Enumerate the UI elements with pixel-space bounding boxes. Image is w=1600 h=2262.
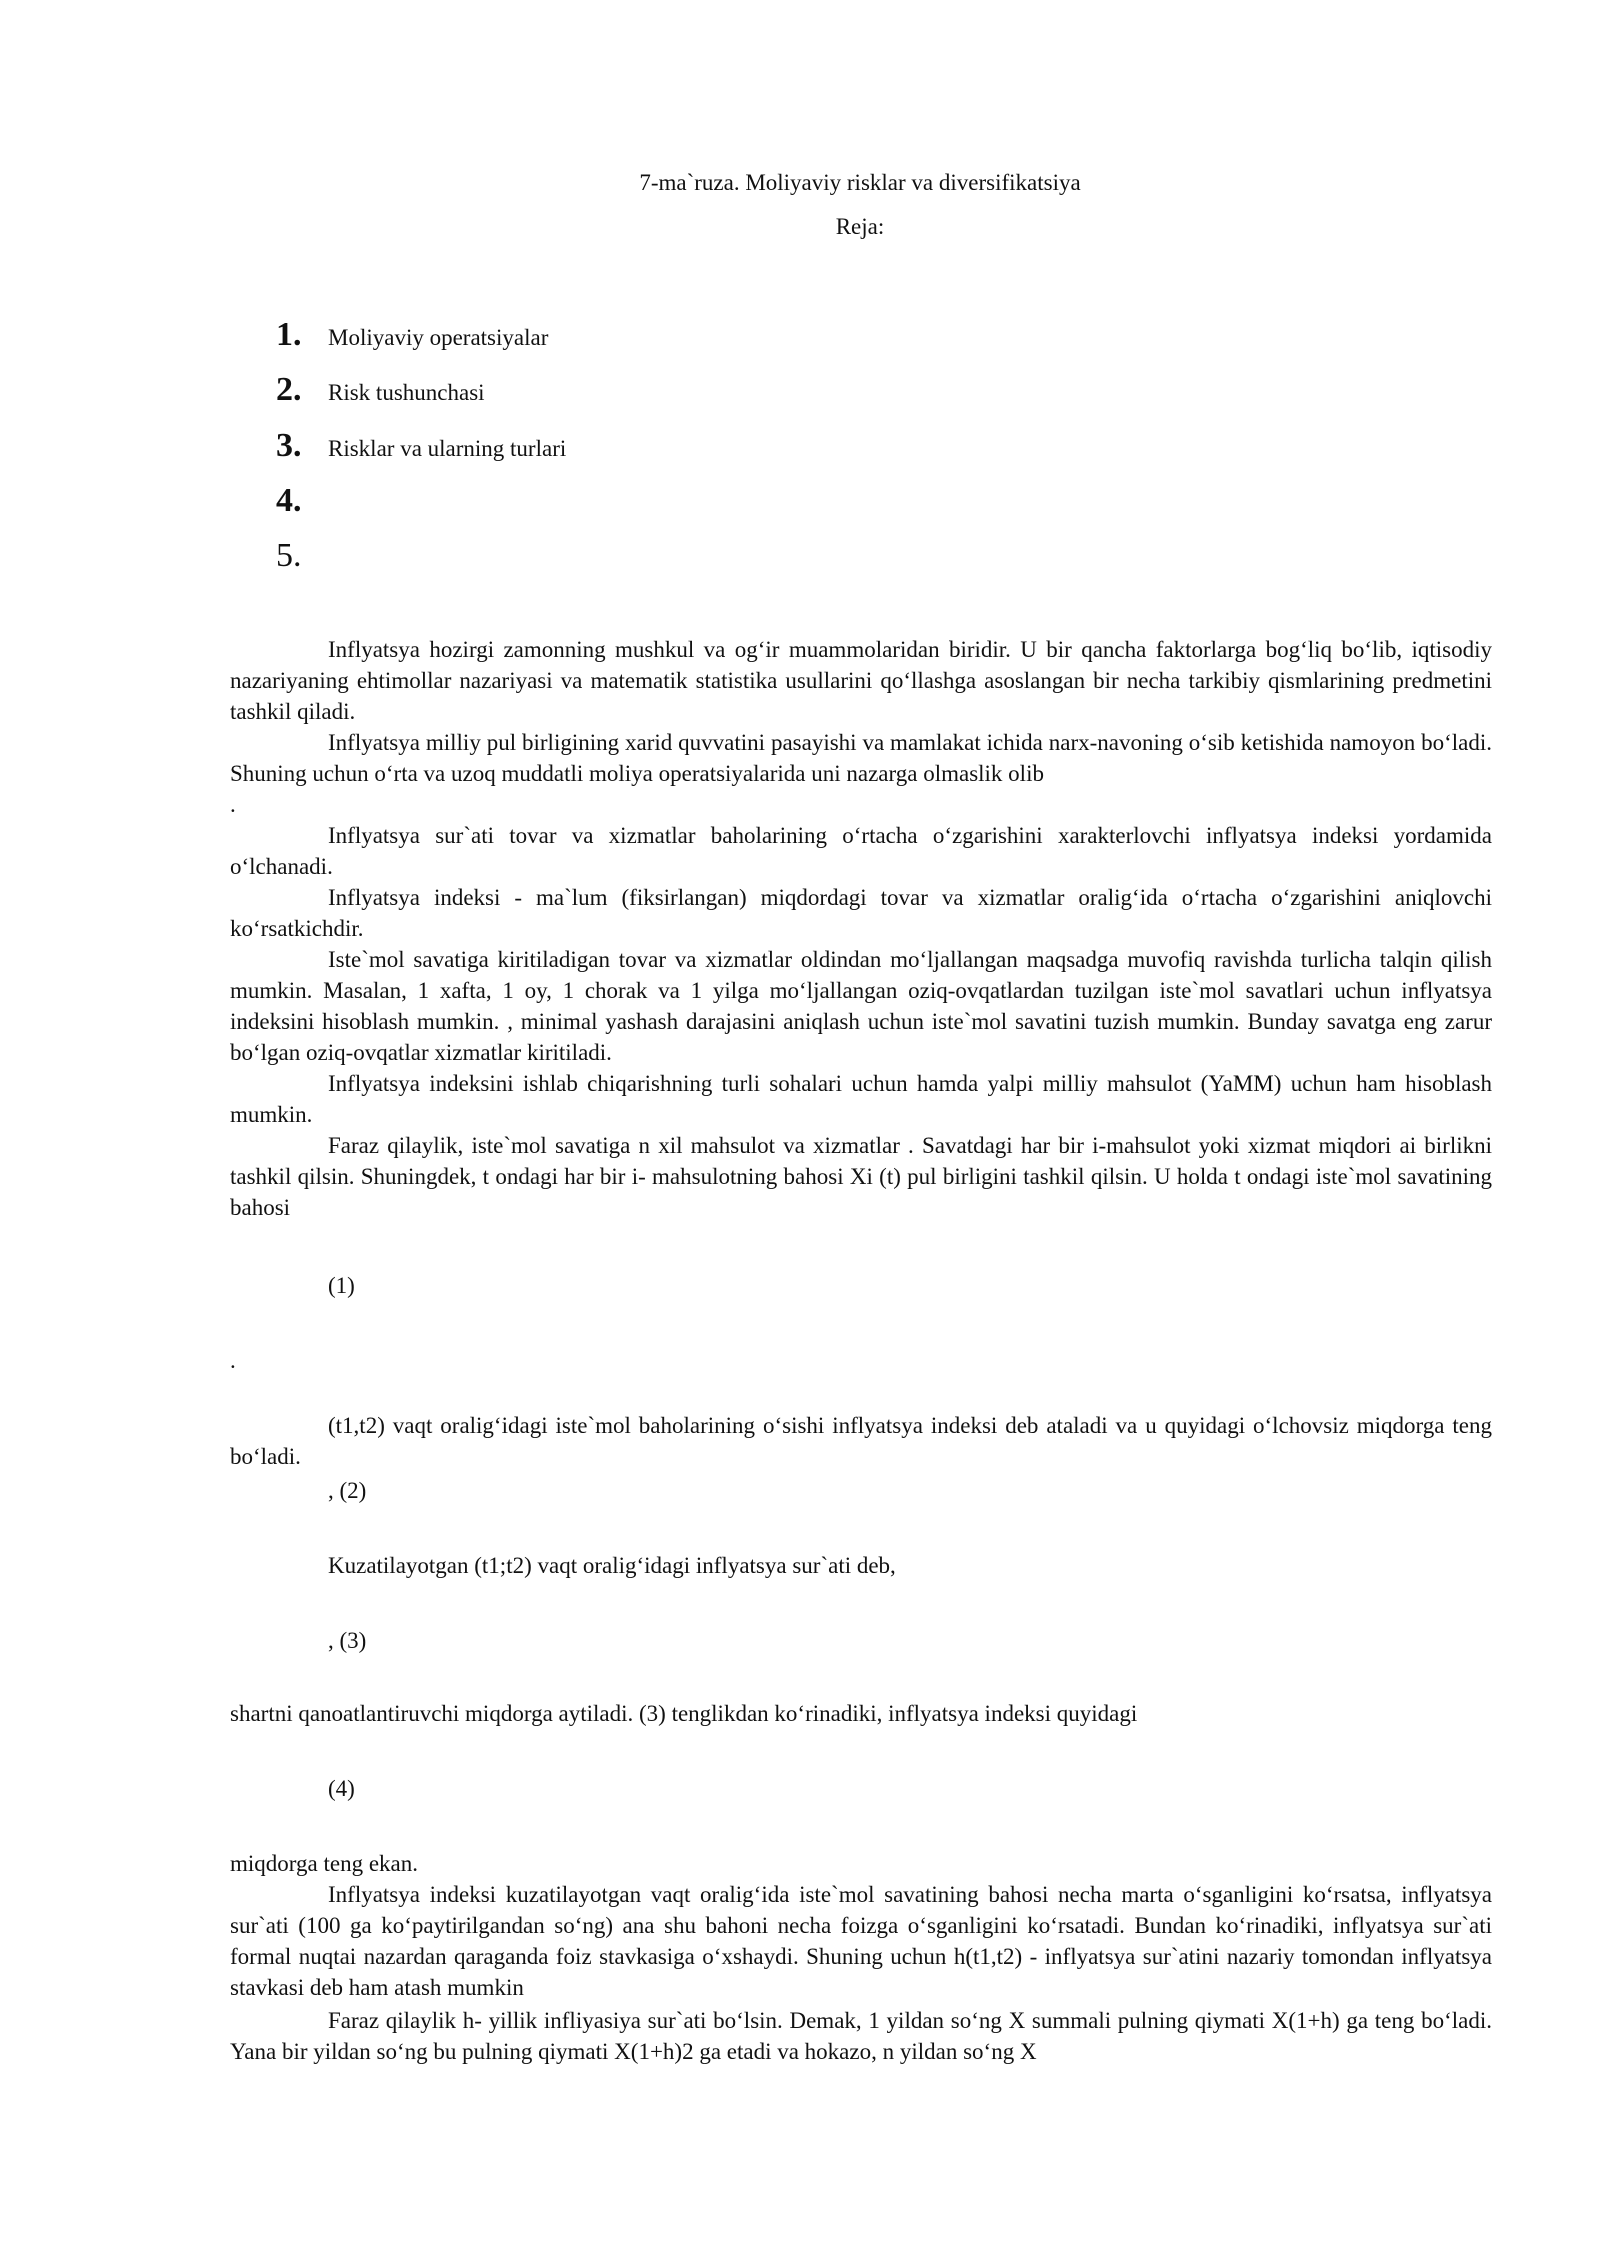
plan-item-text: Risklar va ularning turlari	[328, 436, 567, 461]
plan-item	[276, 482, 328, 522]
paragraph: Inflyatsya hozirgi zamonning mushkul va og‘ir muammolaridan biridir. U bir qancha faktorlarga bog‘liq bo‘lib, iqtisodiy nazariyaning ehtimollar nazariyasi va matematik statistika usullarini qo‘llashga asoslangan bir necha tarkibiy qismlarining predmetini tashkil qiladi.	[230, 637, 1492, 724]
paragraph: Inflyatsya indeksi - ma`lum (fiksirlangan) miqdordagi tovar va xizmatlar oralig‘ida o‘rtacha o‘zgarishini aniqlovchi ko‘rsatkichdir.	[230, 885, 1492, 941]
plan-item	[276, 316, 548, 356]
paragraph: Faraz qilaylik, iste`mol savatiga n xil mahsulot va xizmatlar . Savatdagi har bir i-mahsulot yoki xizmat miqdori ai birlikni tashkil qilsin. Shuningdek, t ondagi har bir i- mahsulotning bahosi Xi (t) pul birligini tashkil qilsin. U holda t ondagi iste`mol savatining bahosi	[230, 1133, 1492, 1220]
result-sentence: miqdorga teng ekan.	[230, 1851, 418, 1876]
plan-item-number: 2.	[276, 371, 302, 408]
inflation-text-section	[230, 634, 1492, 1223]
paragraph: Iste`mol savatiga kiritiladigan tovar va xizmatlar oldindan mo‘ljallangan maqsadga muvofiq ravishda turlicha talqin qilish mumkin. Masalan, 1 xafta, 1 oy, 1 chorak va 1 yilga mo‘ljallangan oziq-ovqatlardan tuzilgan iste`mol savatlari uchun inflyatsya indeksini hisoblash mumkin. , minimal yashash darajasini aniqlash uchun iste`mol savatini tuzish mumkin. Bunday savatga eng zarur bo‘lgan oziq-ovqatlar xizmatlar kiritiladi.	[230, 947, 1492, 1065]
condition-sentence: shartni qanoatlantiruvchi miqdorga aytiladi. (3) tenglikdan ko‘rinadiki, inflyatsya indeksi quyidagi	[230, 1701, 1138, 1726]
stray-dot: .	[230, 1348, 236, 1373]
equation-number-4: (4)	[328, 1776, 355, 1801]
plan-item	[276, 371, 485, 411]
plan-item	[276, 427, 566, 467]
paragraph: Inflyatsya milliy pul birligining xarid quvvatini pasayishi va mamlakat ichida narx-navoning o‘sib ketishida namoyon bo‘ladi. Shuning uchun o‘rta va uzoq muddatli moliya operatsiyalarida uni nazarga olmaslik olib	[230, 730, 1492, 786]
plan-item-text: Moliyaviy operatsiyalar	[328, 325, 549, 350]
stray-dot: .	[230, 792, 236, 817]
plan-item-text: Risk tushunchasi	[328, 380, 485, 405]
plan-item-number: 4.	[276, 482, 302, 519]
plan-item-number: 1.	[276, 316, 302, 353]
inflation-index-definition	[230, 1410, 1492, 1472]
plan-item	[276, 537, 328, 577]
plan-item-number: 5.	[276, 537, 302, 574]
inflation-rate-section	[230, 1879, 1492, 2067]
equation-number-3: , (3)	[328, 1628, 367, 1653]
equation-number-2: , (2)	[328, 1478, 367, 1503]
plan-label: Reja:	[835, 214, 885, 239]
paragraph: Inflyatsya indeksini ishlab chiqarishning turli sohalari uchun hamda yalpi milliy mahsulot (YaMM) uchun ham hisoblash mumkin.	[230, 1071, 1492, 1127]
paragraph: Inflyatsya indeksi kuzatilayotgan vaqt oralig‘ida iste`mol savatining bahosi necha marta o‘sganligini ko‘rsatsa, inflyatsya sur`ati (100 ga ko‘paytirilgandan so‘ng) ana shu bahoni necha foizga o‘sganligini ko‘rsatadi. Bundan ko‘rinadiki, inflyatsya sur`ati formal nuqtai nazardan qaraganda foiz stavkasiga o‘xshaydi. Shuning uchun h(t1,t2) - inflyatsya sur`atini nazariy tomondan inflyatsya stavkasi deb ham atash mumkin	[230, 1882, 1492, 2000]
equation-number-1: (1)	[328, 1273, 355, 1298]
paragraph: (t1,t2) vaqt oralig‘idagi iste`mol baholarining o‘sishi inflyatsya indeksi deb ataladi va u quyidagi o‘lchovsiz miqdorga teng bo‘ladi.	[230, 1413, 1492, 1469]
paragraph: Inflyatsya sur`ati tovar va xizmatlar baholarining o‘rtacha o‘zgarishini xarakterlovchi inflyatsya indeksi yordamida o‘lchanadi.	[230, 823, 1492, 879]
inflation-rate-sentence: Kuzatilayotgan (t1;t2) vaqt oralig‘idagi inflyatsya sur`ati deb,	[328, 1553, 896, 1578]
plan-item-number: 3.	[276, 427, 302, 464]
paragraph: Faraz qilaylik h- yillik infliyasiya sur`ati bo‘lsin. Demak, 1 yildan so‘ng X summali pulning qiymati X(1+h) ga teng bo‘ladi. Yana bir yildan so‘ng bu pulning qiymati X(1+h)2 ga etadi va hokazo, n yildan so‘ng X	[230, 2008, 1492, 2064]
lecture-title: 7-ma`ruza. Moliyaviy risklar va diversifikatsiya	[639, 170, 1081, 195]
